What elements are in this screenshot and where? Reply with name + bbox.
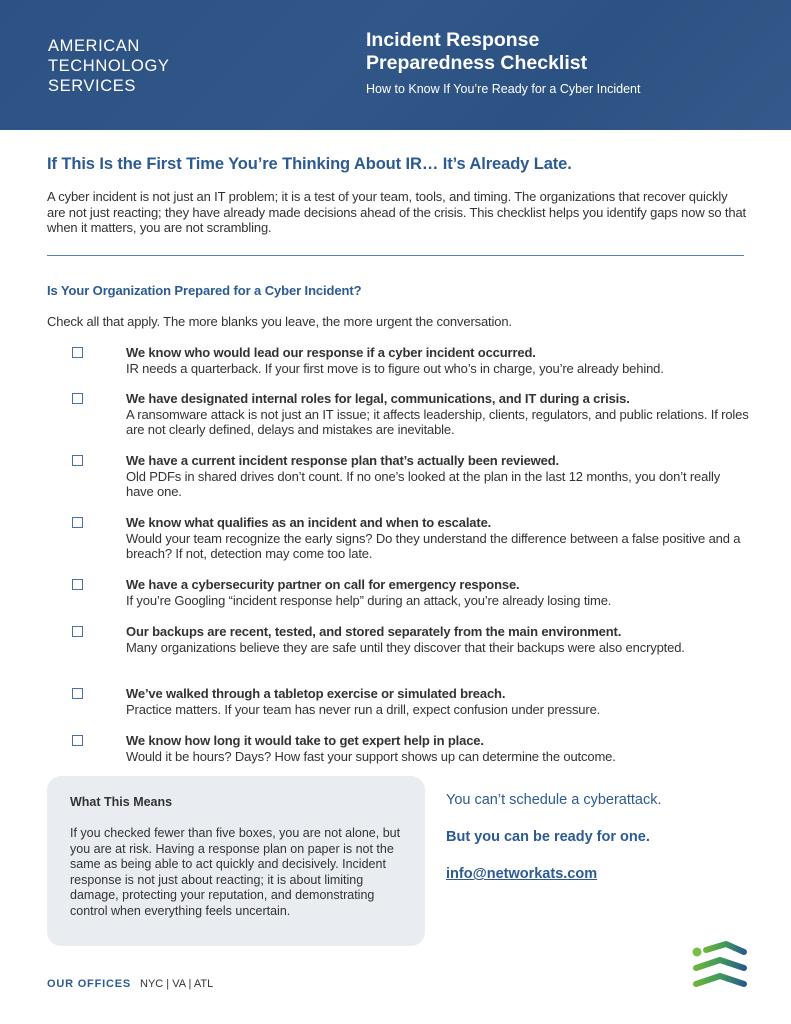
checklist-item-text [126,453,751,500]
item-description: Would it be hours? Days? How fast your support shows up can determine the outcome. [126,748,616,764]
offices-label: OUR OFFICES [47,978,131,990]
cta-tagline: You can’t schedule a cyberattack. [446,792,662,808]
checklist-item-text [126,686,751,717]
checkbox[interactable] [72,688,83,699]
checkbox[interactable] [72,735,83,746]
item-title: We have a cybersecurity partner on call for emergency response. [126,577,520,592]
logo-chevron-bottom [696,976,744,984]
item-title: Our backups are recent, tested, and stored separately from the main environment. [126,624,622,639]
item-description: If you’re Googling “incident response help” during an attack, you’re already losing time. [126,592,612,608]
item-description: Practice matters. If your team has never run a drill, expect confusion under pressure. [126,701,601,717]
brand-line: AMERICAN [48,37,140,55]
brand-line: TECHNOLOGY [48,57,170,75]
item-title: We know how long it would take to get expert help in place. [126,733,484,748]
company-logo-text [48,36,170,96]
item-description: Old PDFs in shared drives don’t count. If no one’s looked at the plan in the last 12 months, you don’t really have one. [126,468,721,499]
intro-heading: If This Is the First Time You’re Thinking About IR… It’s Already Late. [47,155,572,173]
logo-dot [693,948,702,957]
what-this-means-body: If you checked fewer than five boxes, you are not alone, but you are at risk. Having a response plan on paper is not the same as being able to act quickly and decisively. Incident response is not just about reacting; it is about limiting damage, protecting your reputation, and demonstrating control when everything feels uncertain. [70,826,401,918]
item-description: IR needs a quarterback. If your first move is to figure out who’s in charge, you’re already behind. [126,360,664,376]
checklist-item-text [126,515,751,562]
offices-cities: NYC | VA | ATL [140,978,214,990]
checklist-instruction: Check all that apply. The more blanks you leave, the more urgent the conversation. [47,314,512,329]
document-subtitle: How to Know If You’re Ready for a Cyber Incident [366,82,641,96]
what-this-means-title: What This Means [70,795,173,809]
logo-chevron-middle [696,960,744,968]
document-title [366,29,587,75]
item-title: We’ve walked through a tabletop exercise or simulated breach. [126,686,506,701]
footer-offices [47,978,213,990]
checkbox[interactable] [72,579,83,590]
checkbox[interactable] [72,517,83,528]
section-divider [47,255,744,256]
item-description: Would your team recognize the early signs? Do they understand the difference between a false positive and a breach? If not, detection may come too late. [126,530,741,561]
contact-email-link[interactable]: info@networkats.com [446,866,598,882]
checklist-heading: Is Your Organization Prepared for a Cyber Incident? [47,283,362,298]
what-this-means-box [47,776,425,946]
checklist-item-text [126,624,751,655]
intro-paragraph: A cyber incident is not just an IT problem; it is a test of your team, tools, and timing. The organizations that recover quickly are not just reacting; they have already made decisions ahead of the crisis. This checklist helps you identify gaps now so that when it matters, you are not scrambling. [47,189,746,235]
brand-chevron-logo-icon [690,940,750,990]
item-description: A ransomware attack is not just an IT issue; it affects leadership, clients, regulators, and public relations. If roles are not clearly defined, delays and mistakes are inevitable. [126,406,749,437]
item-title: We know who would lead our response if a cyber incident occurred. [126,345,536,360]
header-banner [0,0,791,130]
brand-line: SERVICES [48,77,136,95]
checklist-item-text [126,733,751,764]
logo-chevron-top [706,944,744,952]
item-title: We have designated internal roles for legal, communications, and IT during a crisis. [126,391,630,406]
checkbox[interactable] [72,626,83,637]
checklist-item-text [126,345,751,376]
checkbox[interactable] [72,347,83,358]
cta-emphasis: But you can be ready for one. [446,829,650,845]
title-line: Incident Response [366,29,540,51]
title-line: Preparedness Checklist [366,52,588,74]
checkbox[interactable] [72,393,83,404]
checkbox[interactable] [72,455,83,466]
item-title: We know what qualifies as an incident and when to escalate. [126,515,492,530]
checklist-item-text [126,577,751,608]
item-description: Many organizations believe they are safe until they discover that their backups were also encrypted. [126,639,685,655]
checklist-item-text [126,391,751,438]
item-title: We have a current incident response plan that’s actually been reviewed. [126,453,559,468]
